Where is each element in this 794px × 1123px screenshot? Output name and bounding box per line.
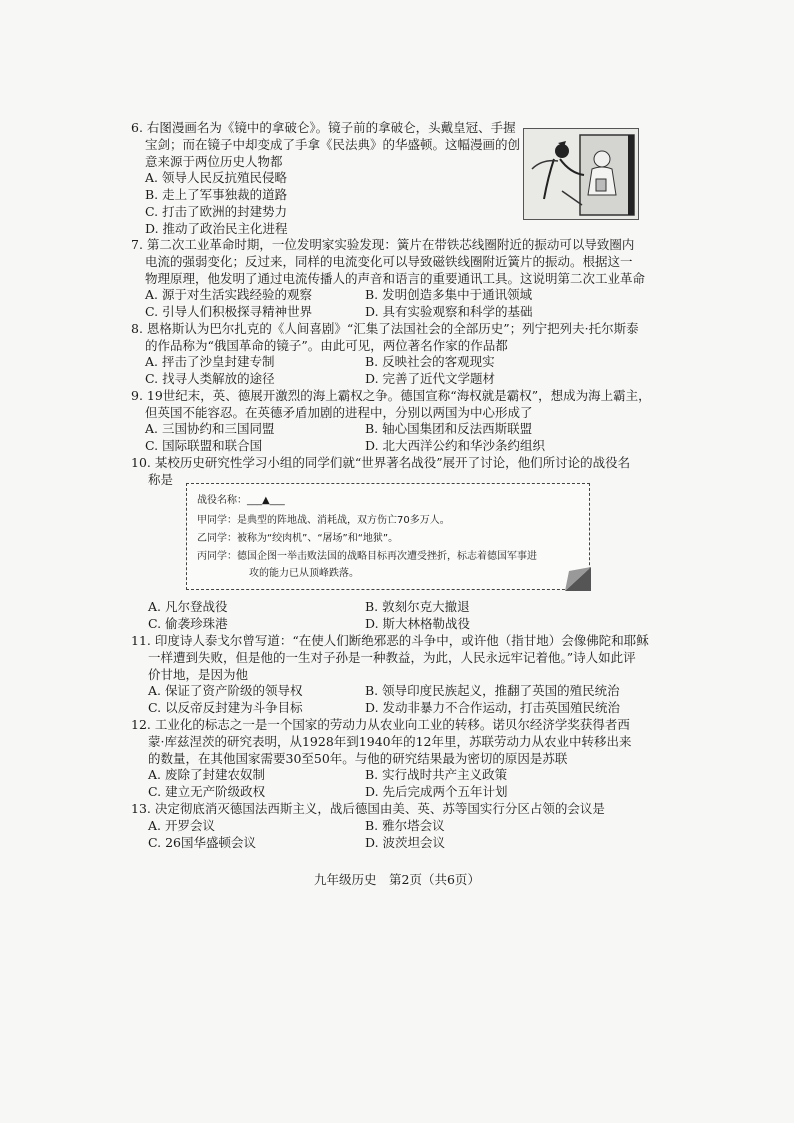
- q8-option-d: D. 完善了近代文学题材: [365, 371, 496, 386]
- q6-option-a: A. 领导人民反抗殖民侵略: [145, 170, 287, 185]
- student-a-statement: 甲同学：是典型的阵地战、消耗战，双方伤亡70多万人。: [197, 515, 450, 526]
- student-b-statement: 乙同学：被称为“绞肉机”、“屠场”和“地狱”。: [197, 533, 399, 544]
- q7-line: 电流的强弱变化；反过来，同样的电流变化可以导致磁铁线圈附近簧片的振动。根据这一: [145, 254, 633, 269]
- q10-option-b: B. 敦刻尔克大撤退: [365, 599, 470, 614]
- q13-line: 13. 决定彻底消灭德国法西斯主义，战后德国由美、英、苏等国实行分区占领的会议是: [131, 801, 605, 816]
- q7-option-d: D. 具有实验观察和科学的基础: [365, 304, 533, 319]
- q7-option-c: C. 引导人们积极探寻精神世界: [145, 304, 313, 319]
- q11-option-d: D. 发动非暴力不合作运动，打击英国殖民统治: [365, 700, 621, 715]
- napoleon-mirror-cartoon: [523, 128, 639, 220]
- q11-option-b: B. 领导印度民族起义，推翻了英国的殖民统治: [365, 683, 620, 698]
- student-c-statement: 丙同学：德国企图一举击败法国的战略目标再次遭受挫折，标志着德国军事进: [197, 551, 537, 562]
- q7-line: 物理原理，他发明了通过电流传播人的声音和语言的重要通讯工具。这说明第二次工业革命: [145, 271, 646, 286]
- student-c-statement-cont: 攻的能力已从顶峰跌落。: [249, 568, 359, 579]
- q8-option-c: C. 找寻人类解放的途径: [145, 371, 275, 386]
- q7-option-a: A. 源于对生活实践经验的观察: [145, 287, 312, 302]
- q8-line: 8. 恩格斯认为巴尔扎克的《人间喜剧》“汇集了法国社会的全部历史”；列宁把列夫·托尔斯泰: [131, 321, 639, 336]
- q11-line: 一样遭到失败，但是他的一生对子孙是一种教益，为此，人民永远牢记着他。”诗人如此评: [148, 650, 636, 665]
- q6-line: 宝剑；而在镜子中却变成了手拿《民法典》的华盛顿。这幅漫画的创: [145, 137, 521, 152]
- q6-option-c: C. 打击了欧洲的封建势力: [145, 204, 288, 219]
- q8-option-b: B. 反映社会的客观现实: [365, 354, 495, 369]
- battle-name-prompt: 战役名称：___▲___: [197, 495, 285, 506]
- q6-line: 意来源于两位历史人物都: [145, 154, 283, 169]
- q6-option-d: D. 推动了政治民主化进程: [145, 221, 288, 236]
- q11-option-a: A. 保证了资产阶级的领导权: [148, 683, 303, 698]
- battle-discussion-box: [186, 483, 590, 590]
- folded-corner-icon: [565, 567, 591, 591]
- q10-option-c: C. 偷袭珍珠港: [148, 616, 228, 631]
- q12-line: 12. 工业化的标志之一是一个国家的劳动力从农业向工业的转移。诺贝尔经济学奖获得者西: [131, 717, 630, 732]
- q11-line: 11. 印度诗人泰戈尔曾写道：“在使人们断绝邪恶的斗争中，或许他（指甘地）会像佛陀和耶稣: [131, 633, 649, 648]
- q9-option-c: C. 国际联盟和联合国: [145, 438, 263, 453]
- q8-line: 的作品称为“俄国革命的镜子”。由此可见，两位著名作家的作品都: [145, 338, 508, 353]
- q11-line: 价甘地，是因为他: [148, 667, 249, 682]
- q10-line: 称是: [148, 472, 174, 487]
- q13-option-d: D. 波茨坦会议: [365, 835, 446, 850]
- q6-line: 6. 右图漫画名为《镜中的拿破仑》。镜子前的拿破仑，头戴皇冠、手握: [131, 120, 516, 135]
- q9-option-d: D. 北大西洋公约和华沙条约组织: [365, 438, 546, 453]
- q9-option-a: A. 三国协约和三国同盟: [145, 421, 275, 436]
- q10-line: 10. 某校历史研究性学习小组的同学们就“世界著名战役”展开了讨论，他们所讨论的战役名: [131, 455, 631, 470]
- q9-line: 但英国不能容忍。在英德矛盾加剧的进程中，分别以两国为中心形成了: [145, 405, 533, 420]
- q13-option-c: C. 26国华盛顿会议: [148, 835, 256, 850]
- q10-option-d: D. 斯大林格勒战役: [365, 616, 471, 631]
- q9-line: 9. 19世纪末，英、德展开激烈的海上霸权之争。德国宣称“海权就是霸权”，想成为海上霸主，: [131, 388, 651, 403]
- q11-option-c: C. 以反帝反封建为斗争目标: [148, 700, 303, 715]
- q12-line: 的数量，在其他国家需要30至50年。与他的研究结果最为密切的原因是苏联: [148, 751, 568, 766]
- cartoon-illustration-icon: [524, 129, 638, 219]
- q7-option-b: B. 发明创造多集中于通讯领域: [365, 287, 533, 302]
- q12-option-c: C. 建立无产阶级政权: [148, 784, 266, 799]
- q12-line: 蒙·库兹涅茨的研究表明，从1928年到1940年的12年里，苏联劳动力从农业中转移出来: [148, 734, 632, 749]
- q12-option-d: D. 先后完成两个五年计划: [365, 784, 508, 799]
- q13-option-b: B. 雅尔塔会议: [365, 818, 445, 833]
- q12-option-a: A. 废除了封建农奴制: [148, 767, 265, 782]
- page-footer: 九年级历史 第2页（共6页）: [314, 872, 480, 887]
- q10-option-a: A. 凡尔登战役: [148, 599, 228, 614]
- q13-option-a: A. 开罗会议: [148, 818, 215, 833]
- q8-option-a: A. 抨击了沙皇封建专制: [145, 354, 275, 369]
- q7-line: 7. 第二次工业革命时期，一位发明家实验发现：簧片在带铁芯线圈附近的振动可以导致圈内: [131, 237, 635, 252]
- q9-option-b: B. 轴心国集团和反法西斯联盟: [365, 421, 533, 436]
- q12-option-b: B. 实行战时共产主义政策: [365, 767, 508, 782]
- q6-option-b: B. 走上了军事独裁的道路: [145, 187, 288, 202]
